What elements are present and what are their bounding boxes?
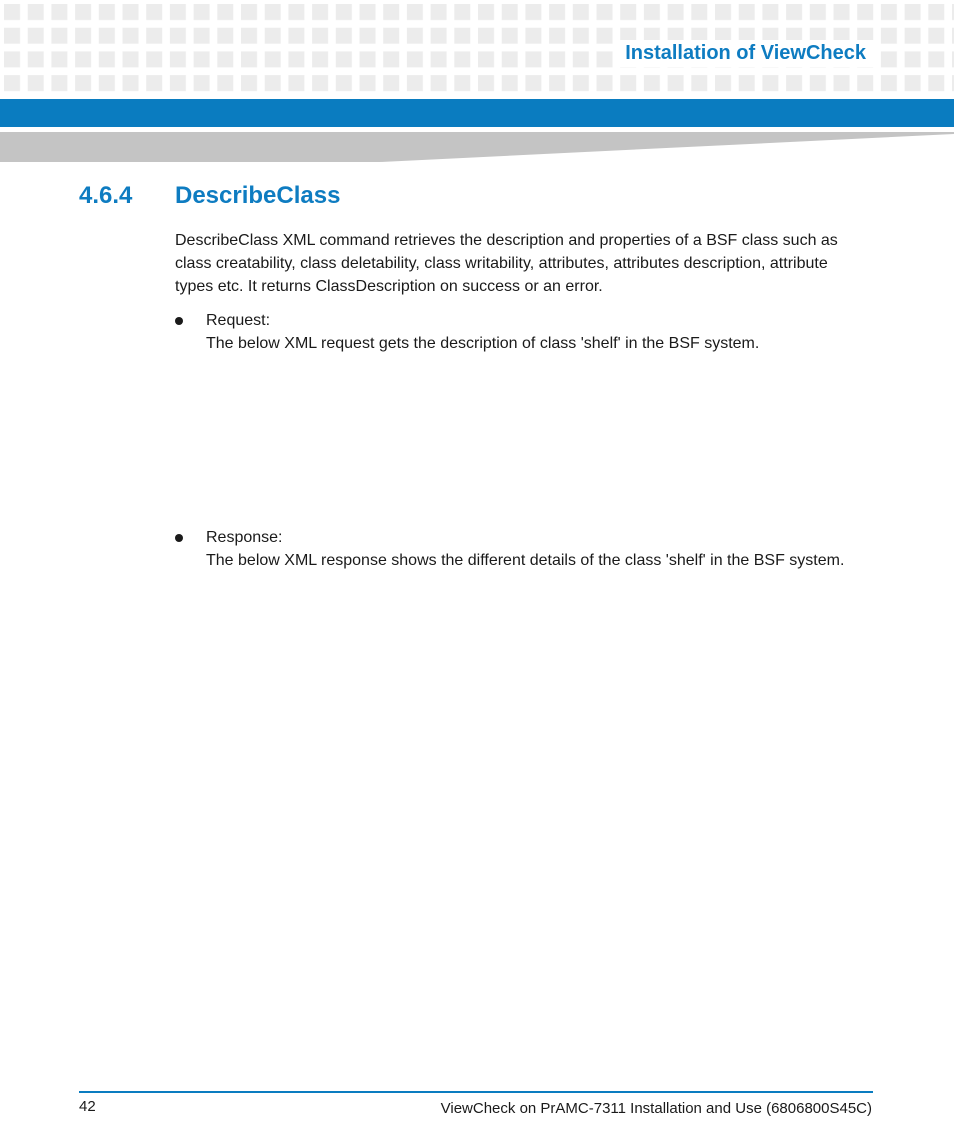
header-grey-wedge <box>0 132 954 164</box>
header-blue-band <box>0 99 954 127</box>
section-heading <box>79 182 340 210</box>
intro-paragraph <box>175 229 880 298</box>
page-number: 42 <box>79 1098 96 1115</box>
intro-line: class creatability, class deletability, class writability, attributes, attributes description, attribute <box>175 255 828 272</box>
bullet-dot-icon <box>175 317 183 325</box>
intro-line: types etc. It returns ClassDescription on success or an error. <box>175 278 603 295</box>
bullet-label: Request: <box>206 312 271 329</box>
intro-line: DescribeClass XML command retrieves the description and properties of a BSF class such as <box>175 232 838 249</box>
section-number: 4.6.4 <box>79 182 133 209</box>
document-title: ViewCheck on PrAMC-7311 Installation and Use (6806800S45C) <box>440 1100 872 1117</box>
section-title: DescribeClass <box>175 182 341 209</box>
footer-rule <box>79 1091 873 1093</box>
bullet-dot-icon <box>175 534 183 542</box>
bullet-text: The below XML response shows the different details of the class 'shelf' in the BSF system. <box>206 552 845 569</box>
bullet-text: The below XML request gets the description of class 'shelf' in the BSF system. <box>206 335 760 352</box>
bullet-label: Response: <box>206 529 283 546</box>
chapter-title: Installation of ViewCheck <box>617 40 874 67</box>
